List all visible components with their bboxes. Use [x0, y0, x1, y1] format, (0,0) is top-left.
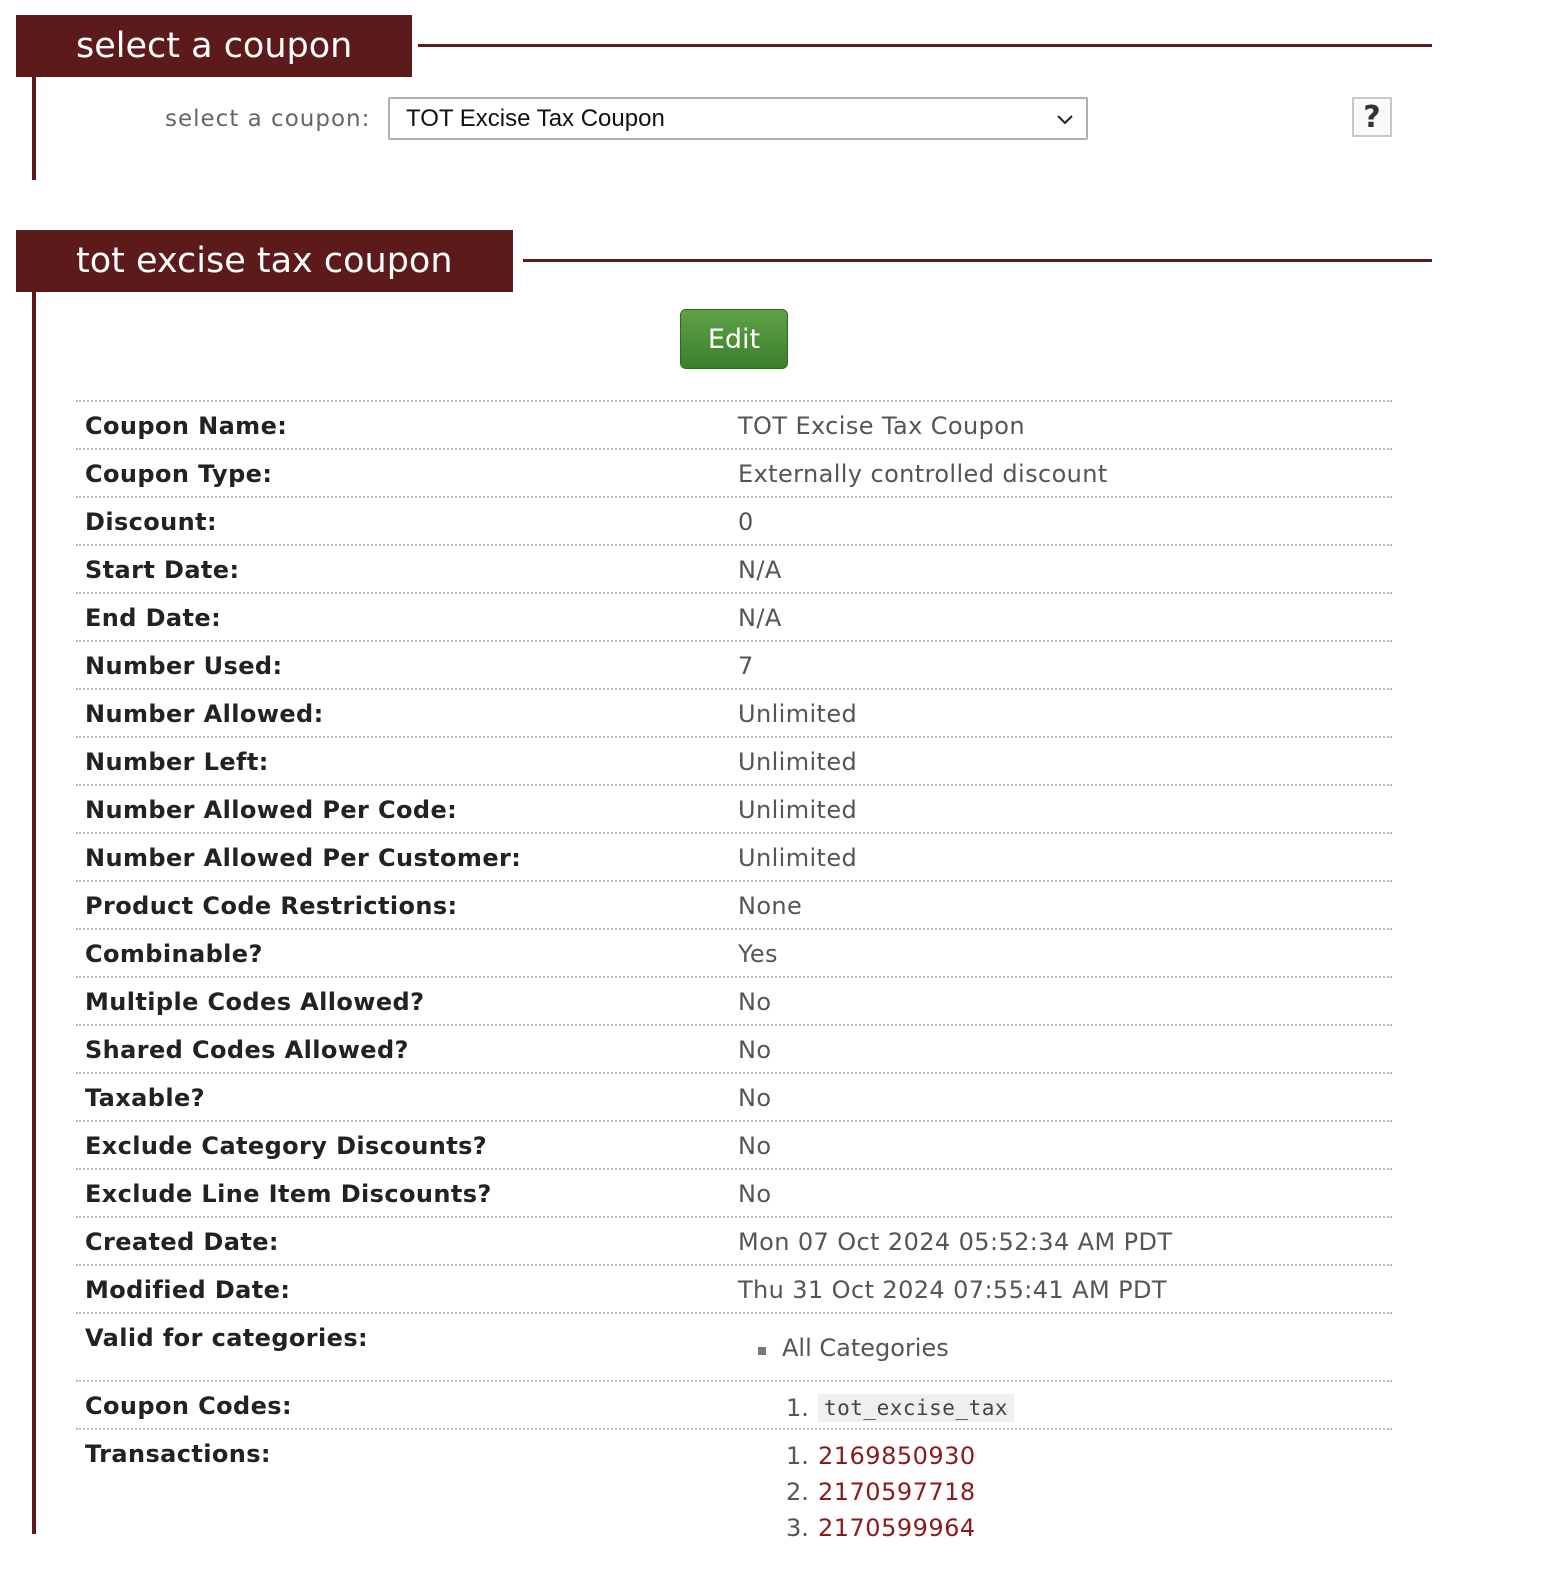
detail-row	[76, 402, 1392, 450]
detail-value: Unlimited	[738, 700, 858, 728]
detail-row	[76, 1218, 1392, 1266]
detail-row	[76, 1266, 1392, 1314]
detail-row	[76, 978, 1392, 1026]
detail-value: N/A	[738, 604, 782, 632]
bullet-square-icon	[758, 1347, 766, 1355]
coupon-detail-heading-rule	[523, 259, 1432, 262]
transaction-link[interactable]: 2169850930	[818, 1442, 976, 1470]
detail-row	[76, 930, 1392, 978]
transaction-item	[786, 1474, 976, 1510]
edit-button[interactable]: Edit	[680, 309, 788, 369]
detail-value: No	[738, 988, 772, 1016]
detail-label: Product Code Restrictions:	[85, 892, 458, 920]
detail-value: Unlimited	[738, 748, 858, 776]
coupon-code-item	[786, 1390, 1014, 1426]
detail-row	[76, 498, 1392, 546]
list-number: 1.	[786, 1442, 809, 1470]
transaction-item	[786, 1510, 976, 1546]
detail-label: Exclude Line Item Discounts?	[85, 1180, 492, 1208]
detail-value: No	[738, 1084, 772, 1112]
detail-row	[76, 1026, 1392, 1074]
detail-value: Mon 07 Oct 2024 05:52:34 AM PDT	[738, 1228, 1173, 1256]
detail-row	[76, 450, 1392, 498]
select-coupon-side-rule	[32, 77, 36, 180]
detail-row	[76, 546, 1392, 594]
detail-label: Exclude Category Discounts?	[85, 1132, 488, 1160]
select-coupon-label: select a coupon:	[165, 106, 371, 132]
detail-label: Shared Codes Allowed?	[85, 1036, 409, 1064]
coupon-details-table	[76, 400, 1392, 1570]
detail-label: Coupon Name:	[85, 412, 288, 440]
detail-value: Yes	[738, 940, 778, 968]
detail-label: Taxable?	[85, 1084, 205, 1112]
detail-label: Number Allowed Per Customer:	[85, 844, 522, 872]
detail-value: No	[738, 1132, 772, 1160]
transactions-list	[786, 1438, 976, 1546]
detail-label: Number Allowed Per Code:	[85, 796, 458, 824]
transactions-row	[76, 1430, 1392, 1570]
list-number: 1.	[786, 1394, 809, 1422]
select-coupon-heading-rule	[418, 44, 1432, 47]
coupon-codes-list	[786, 1390, 1014, 1426]
detail-label: Coupon Type:	[85, 460, 273, 488]
detail-value: TOT Excise Tax Coupon	[738, 412, 1025, 440]
transaction-link[interactable]: 2170597718	[818, 1478, 976, 1506]
detail-value: N/A	[738, 556, 782, 584]
detail-label: Multiple Codes Allowed?	[85, 988, 425, 1016]
detail-value: Thu 31 Oct 2024 07:55:41 AM PDT	[738, 1276, 1167, 1304]
chevron-down-icon	[1056, 110, 1074, 128]
detail-value: No	[738, 1036, 772, 1064]
detail-label: Start Date:	[85, 556, 240, 584]
detail-value: None	[738, 892, 803, 920]
detail-row	[76, 882, 1392, 930]
detail-row	[76, 594, 1392, 642]
list-number: 3.	[786, 1514, 809, 1542]
detail-row	[76, 1074, 1392, 1122]
coupon-select[interactable]	[388, 97, 1088, 140]
categories-list	[758, 1334, 949, 1362]
detail-label: Number Left:	[85, 748, 269, 776]
detail-value: Unlimited	[738, 796, 858, 824]
detail-row	[76, 1122, 1392, 1170]
category-item-label: All Categories	[782, 1334, 949, 1362]
coupon-code: tot_excise_tax	[818, 1394, 1014, 1422]
category-item	[758, 1334, 949, 1362]
detail-row	[76, 834, 1392, 882]
detail-label: Modified Date:	[85, 1276, 291, 1304]
coupon-select-value: TOT Excise Tax Coupon	[406, 104, 665, 132]
detail-row	[76, 738, 1392, 786]
list-number: 2.	[786, 1478, 809, 1506]
detail-value: 0	[738, 508, 754, 536]
detail-label: End Date:	[85, 604, 222, 632]
detail-value: Externally controlled discount	[738, 460, 1108, 488]
detail-value: 7	[738, 652, 754, 680]
transaction-link[interactable]: 2170599964	[818, 1514, 976, 1542]
coupon-detail-side-rule	[32, 292, 36, 1534]
detail-value: Unlimited	[738, 844, 858, 872]
detail-label: Combinable?	[85, 940, 263, 968]
detail-value: No	[738, 1180, 772, 1208]
select-coupon-heading: select a coupon	[16, 15, 412, 77]
coupon-codes-row	[76, 1382, 1392, 1430]
detail-row	[76, 642, 1392, 690]
coupon-detail-heading: tot excise tax coupon	[16, 230, 513, 292]
detail-label: Number Allowed:	[85, 700, 324, 728]
question-mark-icon: ?	[1363, 99, 1381, 135]
detail-label: Number Used:	[85, 652, 283, 680]
detail-row	[76, 690, 1392, 738]
transaction-item	[786, 1438, 976, 1474]
categories-label: Valid for categories:	[85, 1324, 369, 1352]
transactions-label: Transactions:	[85, 1440, 271, 1468]
detail-label: Discount:	[85, 508, 217, 536]
detail-row	[76, 1170, 1392, 1218]
detail-label: Created Date:	[85, 1228, 279, 1256]
coupon-codes-label: Coupon Codes:	[85, 1392, 292, 1420]
categories-row	[76, 1314, 1392, 1382]
detail-row	[76, 786, 1392, 834]
help-button[interactable]	[1352, 97, 1392, 137]
